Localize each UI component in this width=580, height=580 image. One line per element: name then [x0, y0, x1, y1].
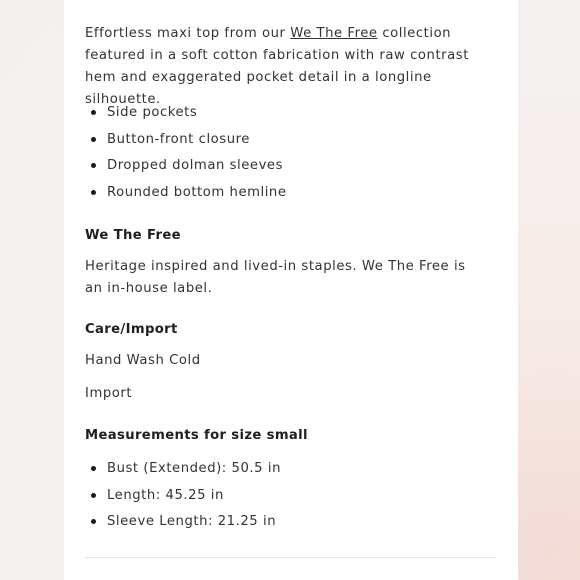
- bullet-icon: [91, 137, 96, 142]
- bullet-icon: [91, 163, 96, 168]
- origin-text: Import: [85, 386, 133, 401]
- brand-heading: We The Free: [85, 228, 181, 243]
- product-description-panel: [64, 0, 518, 580]
- feature-list: [85, 103, 287, 209]
- product-intro-text: Effortless maxi top from our We The Free collection featured in a soft cotton fabrication with raw contrast hem and exaggerated pocket detail in a longline silhouette.: [85, 26, 469, 107]
- list-item: Side pockets: [85, 103, 287, 130]
- care-heading: Care/Import: [85, 322, 178, 337]
- bullet-icon: [91, 190, 96, 195]
- section-divider: [85, 557, 496, 558]
- list-item: Length: 45.25 in: [85, 486, 281, 513]
- brand-description: Heritage inspired and lived-in staples. We The Free is an in-house label.: [85, 259, 466, 296]
- brand-link[interactable]: We The Free: [290, 26, 378, 41]
- list-item: Bust (Extended): 50.5 in: [85, 459, 281, 486]
- bullet-icon: [91, 110, 96, 115]
- bullet-icon: [91, 466, 96, 471]
- list-item: Sleeve Length: 21.25 in: [85, 512, 281, 539]
- care-instructions: Hand Wash Cold: [85, 353, 201, 368]
- measurements-list: [85, 459, 281, 539]
- measurements-heading: Measurements for size small: [85, 428, 308, 443]
- bullet-icon: [91, 519, 96, 524]
- list-item: Button-front closure: [85, 130, 287, 157]
- list-item: Dropped dolman sleeves: [85, 156, 287, 183]
- bullet-icon: [91, 493, 96, 498]
- list-item: Rounded bottom hemline: [85, 183, 287, 210]
